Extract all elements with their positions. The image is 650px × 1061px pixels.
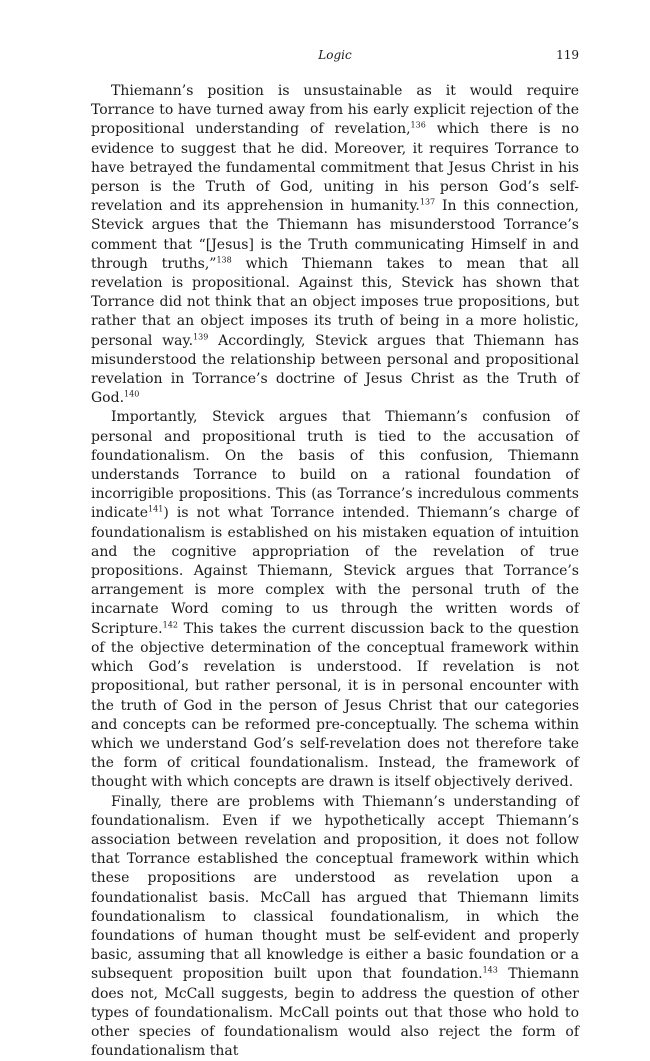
paragraph-text: Thiemann’s position is unsustainable as it would require Torrance to have turned away from his early explicit rejection of the propositional understanding of revelation, [91,83,579,138]
footnote-reference: 138 [216,255,232,265]
paragraph-text: which Thiemann takes to mean that all revelation is propositional. Against this, Stevick has shown that Torrance did not think that an object imposes true propositions, but rather that an object imposes its truth of being in a more holistic, personal way. [91,255,579,349]
running-head [91,48,579,70]
footnote-reference: 136 [410,120,426,130]
paragraph [91,793,579,1061]
footnote-reference: 140 [124,389,140,399]
paragraph-text: Thiemann does not, McCall suggests, begin to address the question of other types of foundationalism. McCall points out that those who hold to other species of foundationalism would also reject the form of foundationalism that [91,966,579,1060]
paragraph-text: Finally, there are problems with Thiemann’s understanding of foundationalism. Even if we hypothetically accept Thiemann’s association between revelation and proposition, it does not follow that Torrance established the conceptual framework within which these propositions are understood as revelation upon a foundationalist basis. McCall has argued that Thiemann limits foundationalism to classical foundationalism, in which the foundations of human thought must be self-evident and properly basic, assuming that all knowledge is either a basic foundation or a subsequent proposition built upon that foundation. [91,793,579,983]
footnote-reference: 141 [148,504,164,514]
book-page [91,48,579,1061]
footnote-reference: 139 [193,331,209,341]
paragraph [91,82,579,408]
footnote-reference: 143 [482,965,498,975]
paragraph-text: In this connection, Stevick argues that the Thiemann has misunderstood Torrance’s comment that “[Jesus] is the Truth communicating Himself in and through truths,” [91,198,579,272]
page-number: 119 [556,48,579,62]
footnote-reference: 142 [162,620,178,630]
paragraph-text: which there is no evidence to suggest that he did. Moreover, it requires Torrance to have betrayed the fundamental commitment that Jesus Christ in his person is the Truth of God, uniting in his person God’s self-revelation and its apprehension in humanity. [91,121,579,215]
paragraph [91,408,579,792]
paragraph-text: Accordingly, Stevick argues that Thiemann has misunderstood the relationship between personal and propositional revelation in Torrance’s doctrine of Jesus Christ as the Truth of God. [91,332,579,407]
footnote-reference: 137 [419,197,436,207]
running-title: Logic [318,48,352,62]
paragraph-text: Importantly, Stevick argues that Thiemann’s confusion of personal and propositional truth is tied to the accusation of foundationalism. On the basis of this confusion, Thiemann understands Torrance to build on a rational foundation of incorrigible propositions. This (as Torrance’s incredulous comments indicate [91,409,579,522]
paragraph-text: This takes the current discussion back to the question of the objective determination of the conceptual framework within which God’s revelation is understood. If revelation is not propositional, but rather personal, it is in personal encounter with the truth of God in the person of Jesus Christ that our categories and concepts can be reformed pre-conceptually. The schema within which we understand God’s self-revelation does not therefore take the form of critical foundationalism. Instead, the framework of thought with which concepts are drawn is itself objectively derived. [91,620,579,791]
body-text [91,82,579,1061]
paragraph-text: ) is not what Torrance intended. Thiemann’s charge of foundationalism is established on his mistaken equation of intuition and the cognitive appropriation of the revelation of true propositions. Against Thiemann, Stevick argues that Torrance’s arrangement is more complex with the personal truth of the incarnate Word coming to us through the written words of Scripture. [91,505,579,637]
